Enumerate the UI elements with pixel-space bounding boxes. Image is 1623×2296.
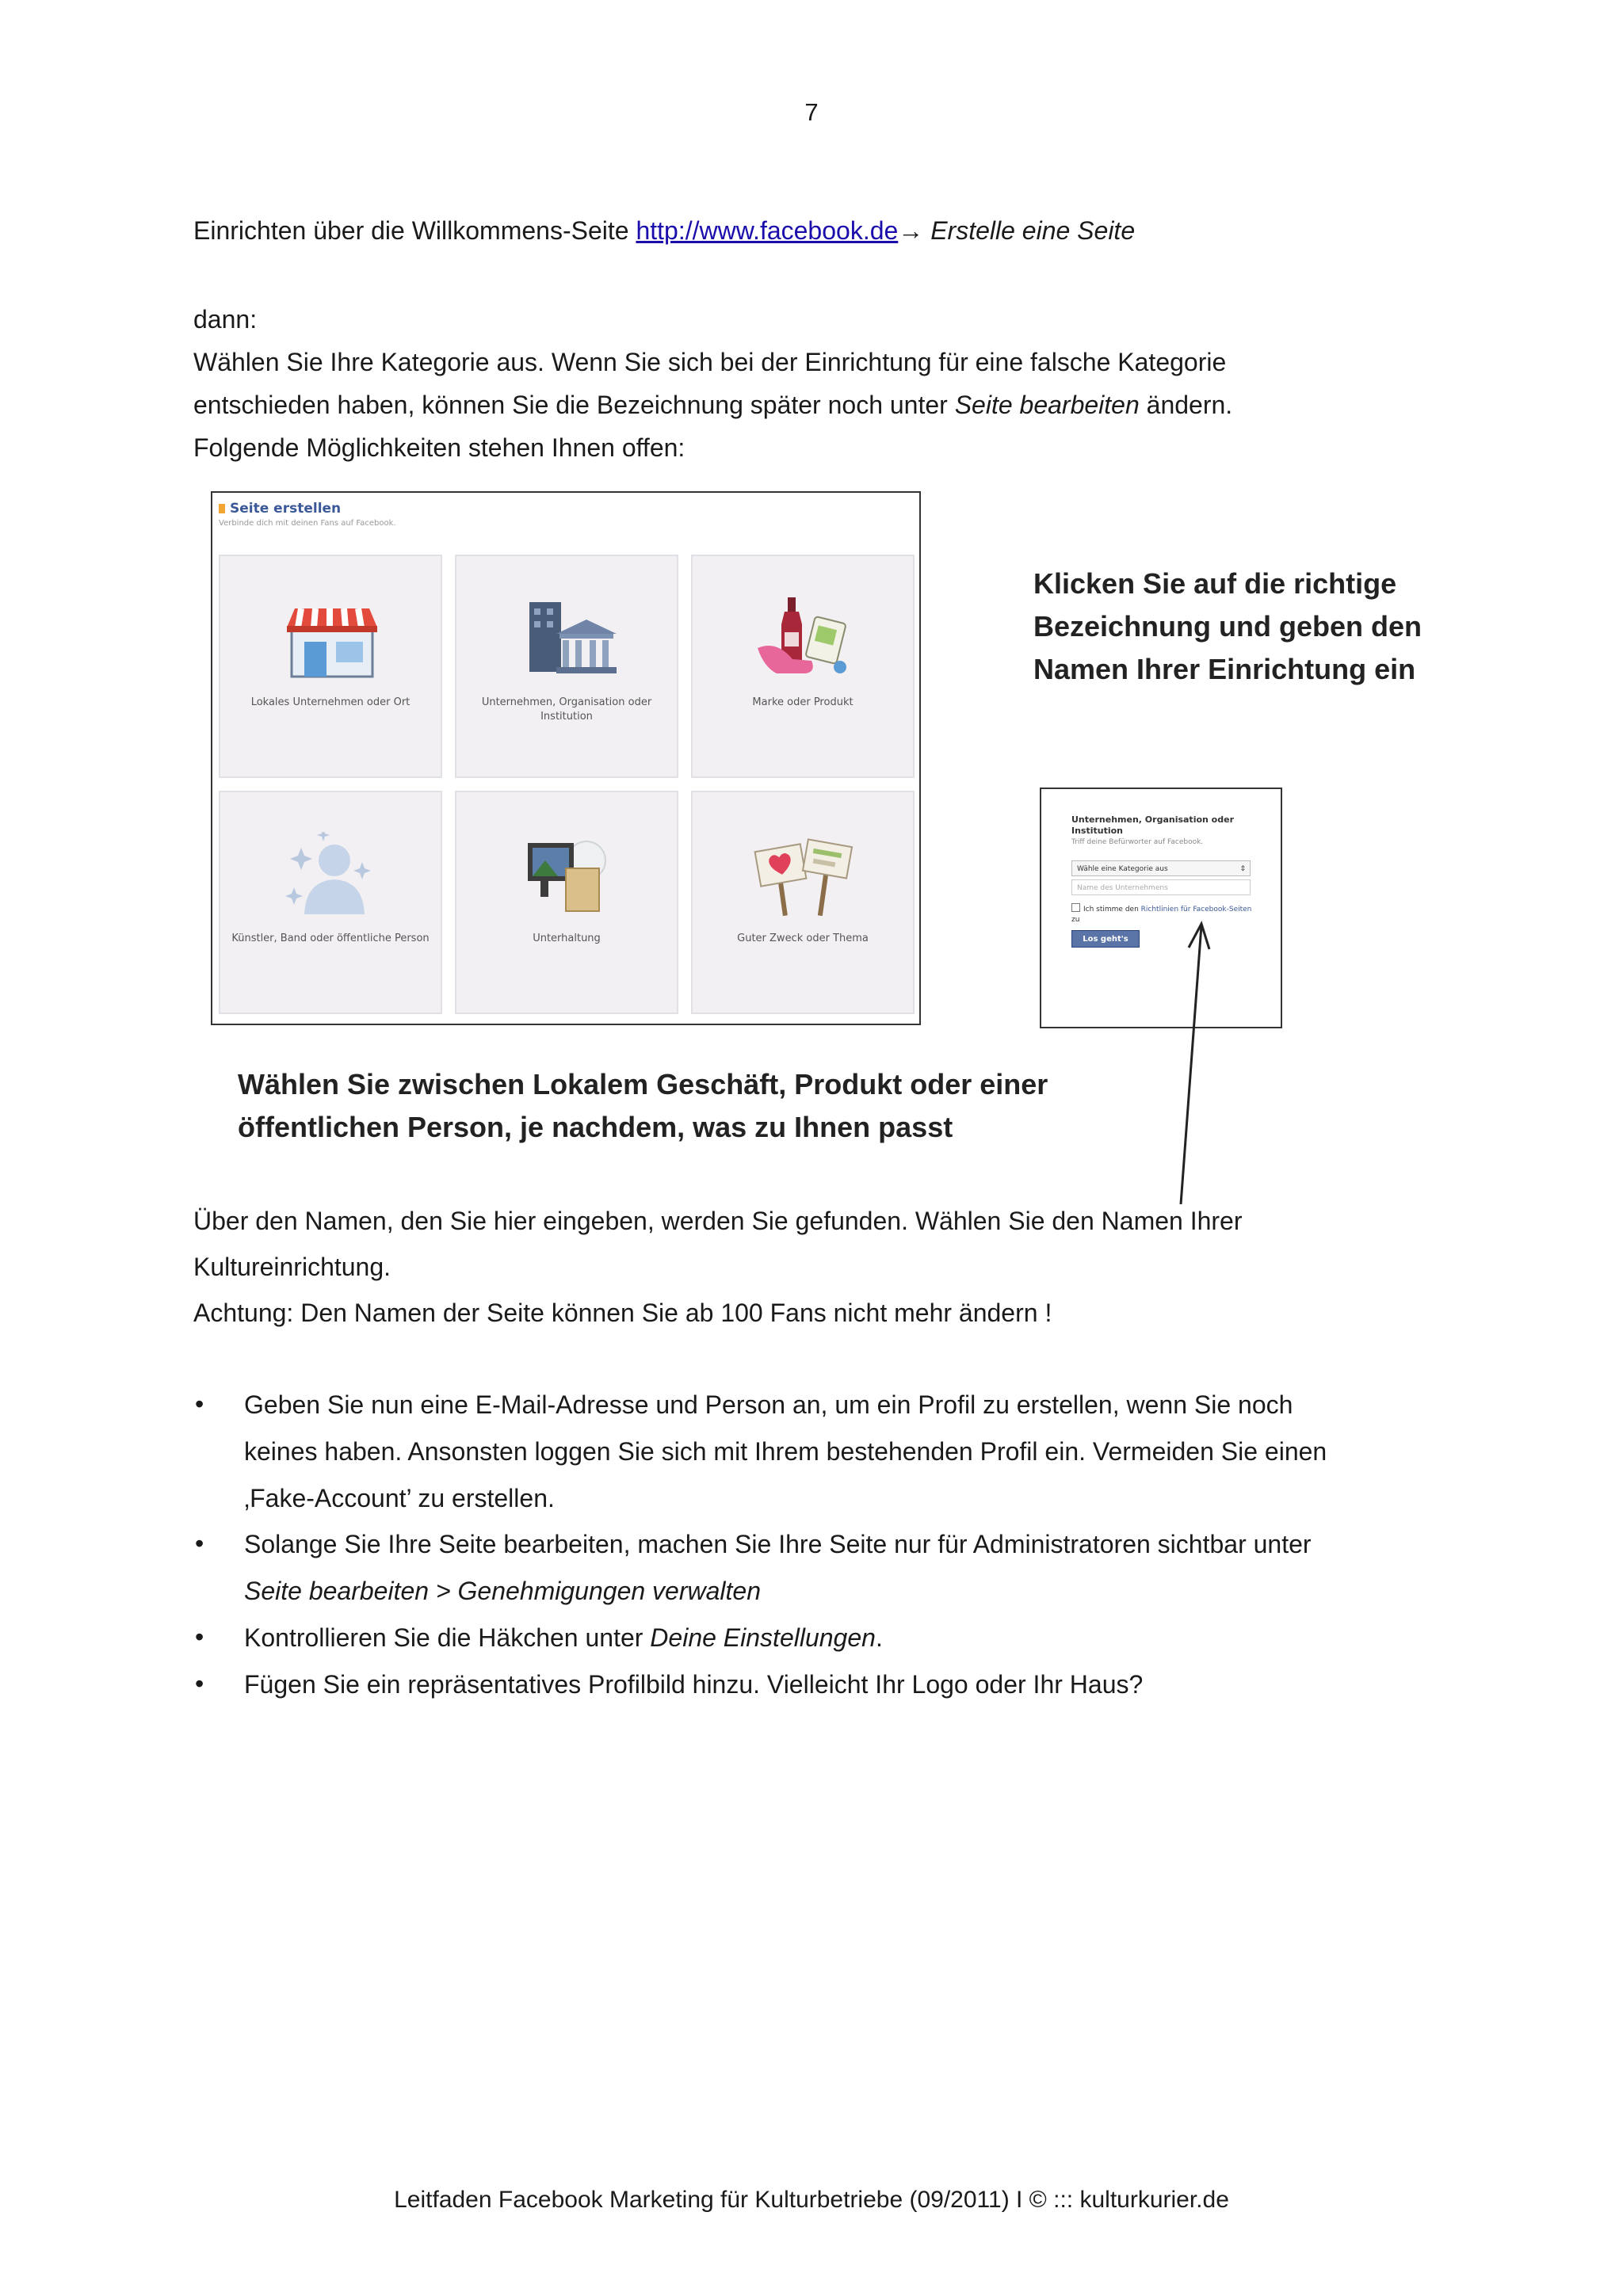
terms-link[interactable]: Richtlinien für Facebook-Seiten	[1140, 906, 1252, 913]
tile-label: Lokales Unternehmen oder Ort	[250, 696, 411, 708]
category-select-value: Wähle eine Kategorie aus	[1077, 865, 1168, 873]
flag-icon	[219, 504, 225, 513]
bullet-icon: •	[195, 1390, 204, 1418]
bullet-3-end: .	[875, 1623, 883, 1652]
para1-line2-emphasis: Seite bearbeiten	[954, 391, 1140, 419]
screenshot-title	[219, 501, 396, 517]
para1-line2	[193, 383, 1232, 426]
para1-line1: Wählen Sie Ihre Kategorie aus. Wenn Sie sich bei der Einrichtung für eine falsche Kategorie	[193, 348, 1227, 376]
arrow-icon: →	[898, 216, 931, 245]
para2-line2: Kultureinrichtung.	[193, 1253, 391, 1281]
tile-brand-product[interactable]	[691, 555, 915, 778]
callout-right-line: Namen Ihrer Einrichtung ein	[1033, 653, 1416, 685]
signs-icon	[753, 832, 856, 919]
intro-text: Einrichten über die Willkommens-Seite	[193, 216, 636, 245]
bullet-3	[244, 1616, 883, 1659]
bullet-3-emphasis: Deine Einstellungen	[650, 1623, 876, 1652]
callout-right	[1033, 563, 1422, 691]
company-name-input[interactable]: Name des Unternehmens	[1071, 879, 1251, 895]
intro-line	[193, 209, 1135, 252]
tile-artist[interactable]	[219, 791, 442, 1014]
screenshot-header	[219, 501, 396, 528]
bullet-icon: •	[195, 1623, 204, 1651]
bullet-1-line1: Geben Sie nun eine E-Mail-Adresse und Person an, um ein Profil zu erstellen, wenn Sie noch	[244, 1390, 1293, 1419]
tile-label: Unternehmen, Organisation oder Institution	[481, 696, 652, 723]
person-icon	[281, 832, 384, 919]
terms-checkbox[interactable]	[1071, 903, 1080, 912]
shop-icon	[281, 596, 384, 683]
para2-line3: Achtung: Den Namen der Seite können Sie ab 100 Fans nicht mehr ändern !	[193, 1299, 1052, 1327]
intro-action: Erstelle eine Seite	[930, 216, 1136, 245]
bullet-2-line1: Solange Sie Ihre Seite bearbeiten, machen Sie Ihre Seite nur für Administratoren sichtbar unter	[244, 1530, 1312, 1558]
products-icon	[753, 596, 856, 683]
dann-text: dann:	[193, 305, 258, 334]
footer: Leitfaden Facebook Marketing für Kulturbetriebe (09/2011) I © ::: kulturkurier.de	[394, 2187, 1229, 2213]
tile-cause[interactable]	[691, 791, 915, 1014]
bullet-2-line2	[244, 1569, 761, 1612]
bullet-1-line3: ‚Fake-Account’ zu erstellen.	[244, 1484, 555, 1512]
tile-label: Unterhaltung	[533, 933, 601, 944]
tile-label: Künstler, Band oder öffentliche Person	[231, 933, 430, 944]
form-title: Unternehmen, Organisation oder Institution	[1071, 814, 1234, 836]
terms-text: Ich stimme den	[1083, 906, 1141, 913]
tile-company[interactable]	[455, 555, 678, 778]
bullet-icon: •	[195, 1669, 204, 1698]
bullet-3-text: Kontrollieren Sie die Häkchen unter	[244, 1623, 651, 1652]
tile-label: Guter Zweck oder Thema	[737, 933, 869, 944]
callout-bottom-line: öffentlichen Person, je nachdem, was zu Ihnen passt	[238, 1111, 953, 1143]
bullet-icon: •	[195, 1529, 204, 1558]
bullet-4: Fügen Sie ein repräsentatives Profilbild hinzu. Vielleicht Ihr Logo oder Ihr Haus?	[244, 1670, 1144, 1699]
callout-right-line: Klicken Sie auf die richtige	[1033, 567, 1397, 600]
screenshot-title-text: Seite erstellen	[230, 501, 342, 517]
callout-bottom	[238, 1063, 1048, 1149]
callout-right-line: Bezeichnung und geben den	[1033, 610, 1423, 643]
category-screenshot	[211, 491, 921, 1025]
tile-label: Marke oder Produkt	[752, 696, 854, 708]
para2-line1: Über den Namen, den Sie hier eingeben, werden Sie gefunden. Wählen Sie den Namen Ihrer	[193, 1207, 1243, 1235]
select-arrows-icon: ⇕	[1239, 865, 1246, 873]
form-subtitle: Triff deine Befürworter auf Facebook.	[1071, 838, 1204, 846]
callout-bottom-line: Wählen Sie zwischen Lokalem Geschäft, Produkt oder einer	[238, 1068, 1048, 1100]
tile-entertainment[interactable]	[455, 791, 678, 1014]
terms-text-end: zu	[1071, 916, 1080, 924]
para1-line3: Folgende Möglichkeiten stehen Ihnen offen:	[193, 433, 685, 462]
facebook-link[interactable]: http://www.facebook.de	[636, 216, 899, 245]
bullet-1-line2: keines haben. Ansonsten loggen Sie sich mit Ihrem bestehenden Profil ein. Vermeiden Sie einen	[244, 1437, 1327, 1466]
category-select[interactable]	[1071, 860, 1251, 876]
pointer-arrow-icon	[1157, 919, 1220, 1212]
para1-line2-text: entschieden haben, können Sie die Bezeichnung später noch unter	[193, 391, 955, 419]
page-number: 7	[804, 98, 819, 126]
screenshot-subtitle: Verbinde dich mit deinen Fans auf Facebook.	[219, 519, 396, 528]
entertainment-icon	[517, 832, 620, 919]
bullet-2-emphasis: Seite bearbeiten > Genehmigungen verwalten	[244, 1577, 761, 1605]
building-icon	[517, 596, 620, 683]
para1-line2-end: ändern.	[1139, 391, 1233, 419]
start-button[interactable]: Los geht's	[1071, 930, 1140, 948]
tile-local-business[interactable]	[219, 555, 442, 778]
